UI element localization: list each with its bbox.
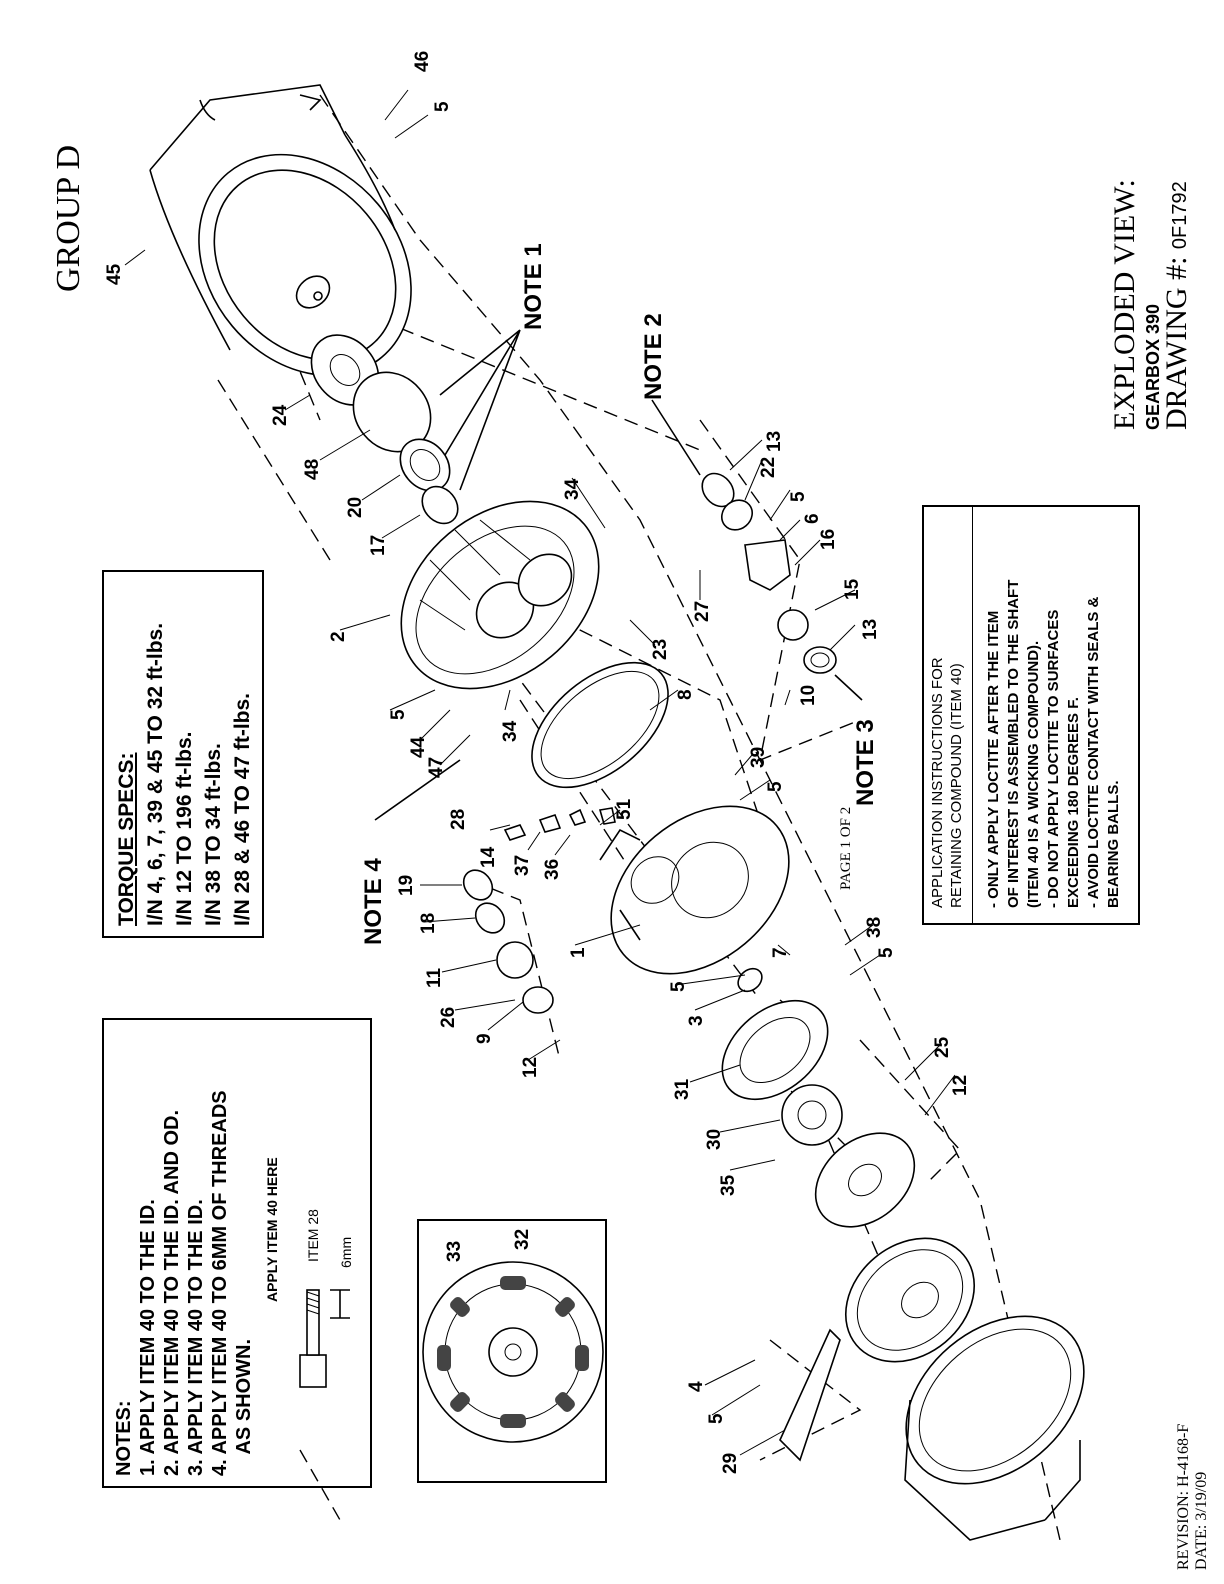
part-label-44: 44	[408, 736, 429, 758]
part-label-18: 18	[418, 912, 439, 934]
drawing-number: 0F1792	[1169, 181, 1191, 250]
application-box-divider	[972, 505, 973, 925]
part-label-30: 30	[704, 1128, 725, 1150]
part-label-24: 24	[270, 404, 291, 426]
note-1-label: NOTE 1	[520, 243, 547, 330]
note-line: 4. APPLY ITEM 40 TO 6MM OF THREADS	[209, 1090, 231, 1476]
part-label-48: 48	[302, 458, 323, 480]
part-label-7: 7	[770, 947, 791, 958]
part-label-12: 12	[520, 1056, 541, 1078]
part-label-5: 5	[706, 1413, 727, 1424]
note-line: 1. APPLY ITEM 40 TO THE ID.	[137, 1199, 159, 1476]
application-heading-line: APPLICATION INSTRUCTIONS FOR	[929, 657, 946, 908]
part-label-16: 16	[818, 528, 839, 550]
note-4-label: NOTE 4	[360, 858, 387, 945]
part-label-39: 39	[748, 746, 769, 768]
note-2-label: NOTE 2	[640, 313, 667, 400]
part-label-23: 23	[650, 638, 671, 660]
part-label-14: 14	[478, 846, 499, 868]
application-instructions	[984, 580, 1124, 908]
part-label-5: 5	[876, 947, 897, 958]
application-line: BEARING BALLS.	[1105, 780, 1122, 908]
group-label: GROUP D	[50, 144, 87, 292]
seal-13-bottom	[804, 647, 836, 673]
bolt-callout-dim: 6mm	[338, 1236, 354, 1268]
part-label-17: 17	[368, 534, 389, 556]
title-model: GEARBOX 390	[1143, 303, 1163, 430]
part-label-9: 9	[474, 1033, 495, 1044]
part-label-5: 5	[788, 491, 809, 502]
part-label-2: 2	[328, 631, 349, 642]
part-label-22: 22	[758, 456, 779, 478]
part-label-5: 5	[668, 981, 689, 992]
gear-15	[778, 610, 808, 640]
torque-spec-line: I/N 4, 6, 7, 39 & 45 TO 32 ft-lbs.	[144, 622, 167, 926]
part-label-10: 10	[798, 684, 819, 706]
gear-11	[497, 942, 533, 978]
part-label-37: 37	[512, 854, 533, 876]
cover-plate-29	[780, 1330, 840, 1460]
note-line: 3. APPLY ITEM 40 TO THE ID.	[185, 1199, 207, 1476]
part-label-8: 8	[675, 689, 696, 700]
torque-spec-line: I/N 38 TO 34 ft-lbs.	[202, 743, 225, 926]
motor-housing	[150, 85, 455, 418]
torque-spec-line: I/N 28 & 46 TO 47 ft-lbs.	[231, 692, 254, 926]
part-label-11: 11	[424, 967, 445, 988]
part-label-34: 34	[562, 478, 583, 500]
part-label-28: 28	[448, 808, 469, 830]
application-line: - AVOID LOCTITE CONTACT WITH SEALS &	[1085, 596, 1102, 908]
ring-18	[470, 897, 510, 938]
part-label-45: 45	[104, 263, 125, 285]
application-line: OF INTEREST IS ASSEMBLED TO THE SHAFT	[1005, 579, 1022, 908]
page-number: PAGE 1 OF 2	[838, 806, 854, 890]
part-label-5: 5	[432, 101, 453, 112]
part-label-47: 47	[426, 756, 447, 778]
part-label-13: 13	[860, 618, 881, 640]
part-label-31: 31	[672, 1078, 693, 1100]
date: DATE: 3/19/09	[1193, 1471, 1210, 1570]
torque-specs-heading: TORQUE SPECS:	[115, 752, 138, 926]
application-heading-line: RETAINING COMPOUND (ITEM 40)	[948, 663, 965, 908]
part-label-36: 36	[542, 858, 563, 880]
part-label-4: 4	[686, 1381, 707, 1392]
cap-9	[523, 987, 553, 1013]
part-label-1: 1	[568, 947, 589, 958]
part-label-5: 5	[388, 709, 409, 720]
application-line: EXCEEDING 180 DEGREES F.	[1065, 697, 1082, 908]
part-label-20: 20	[345, 496, 366, 518]
title-drawing-number-line	[1160, 181, 1194, 430]
part-label-33: 33	[444, 1240, 465, 1262]
part-label-12: 12	[950, 1074, 971, 1096]
part-label-19: 19	[396, 874, 417, 896]
part-label-35: 35	[718, 1174, 739, 1196]
part-label-51: 51	[614, 798, 635, 820]
title-exploded-view: EXPLODED VIEW:	[1108, 179, 1141, 430]
ring-19	[458, 864, 498, 905]
application-heading	[928, 657, 966, 908]
torque-specs	[112, 623, 257, 926]
note-3-label: NOTE 3	[852, 719, 879, 806]
part-label-15: 15	[842, 578, 863, 600]
part-label-13: 13	[764, 430, 785, 452]
shaft-16	[745, 540, 790, 590]
seal-3	[734, 964, 767, 996]
drawing-number-label: DRAWING #:	[1160, 256, 1193, 430]
part-label-34: 34	[500, 720, 521, 742]
torque-spec-line: I/N 12 TO 196 ft-lbs.	[173, 731, 196, 926]
part-label-3: 3	[686, 1015, 707, 1026]
part-label-5: 5	[765, 781, 786, 792]
part-label-26: 26	[438, 1006, 459, 1028]
note-line: AS SHOWN.	[233, 1338, 255, 1476]
notes-heading: NOTES:	[113, 1400, 135, 1476]
part-label-29: 29	[720, 1452, 741, 1474]
rotor-30	[782, 1085, 842, 1145]
revision: REVISION: H-4168-F	[1175, 1423, 1192, 1570]
application-line: - ONLY APPLY LOCTITE AFTER THE ITEM	[985, 610, 1002, 908]
notes	[112, 1090, 256, 1476]
part-label-25: 25	[932, 1036, 953, 1058]
note-line: 2. APPLY ITEM 40 TO THE ID. AND OD.	[161, 1109, 183, 1476]
part-label-32: 32	[512, 1228, 533, 1250]
part-label-27: 27	[692, 600, 713, 622]
bolt-callout-item: ITEM 28	[305, 1209, 321, 1262]
bolt-callout-apply: APPLY ITEM 40 HERE	[264, 1157, 280, 1302]
application-line: (ITEM 40 IS A WICKING COMPOUND).	[1025, 640, 1042, 908]
part-label-6: 6	[802, 513, 823, 524]
application-line: - DO NOT APPLY LOCTITE TO SURFACES	[1045, 609, 1062, 908]
part-label-38: 38	[864, 916, 885, 938]
part-label-46: 46	[412, 50, 433, 72]
